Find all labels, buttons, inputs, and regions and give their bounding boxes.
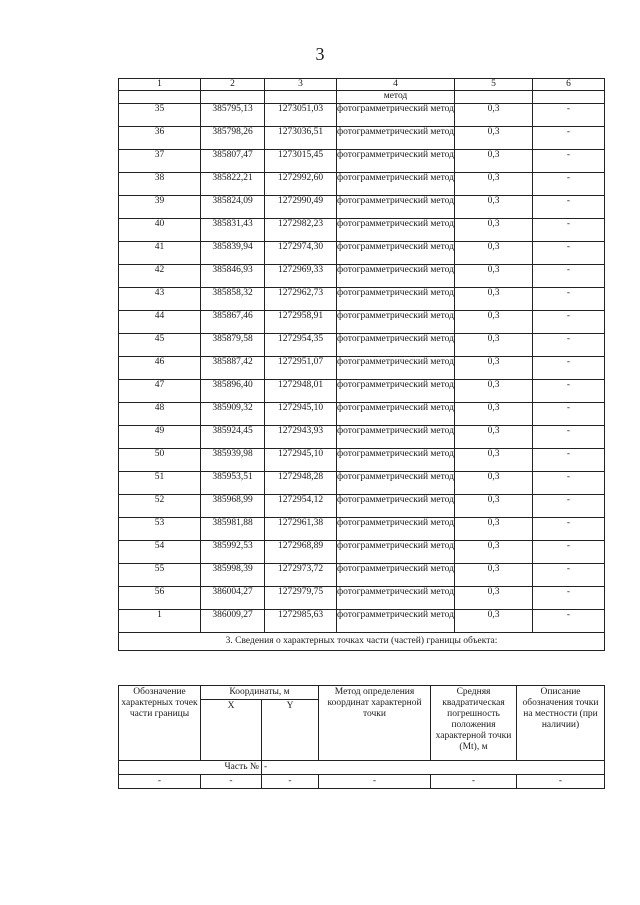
description-cell: - <box>533 173 605 196</box>
mt-cell: 0,3 <box>455 403 533 426</box>
method-cell: фотограмметрический метод <box>337 265 455 288</box>
point-row <box>119 564 605 587</box>
point-row <box>119 288 605 311</box>
column-number: 1 <box>119 79 201 91</box>
x-coordinate: 385939,98 <box>201 449 265 472</box>
x-coordinate: 385831,43 <box>201 219 265 242</box>
y-coordinate: 1272948,28 <box>265 472 337 495</box>
x-coordinate: 385822,21 <box>201 173 265 196</box>
x-coordinate: 385981,88 <box>201 518 265 541</box>
method-cell: фотограмметрический метод <box>337 288 455 311</box>
mt-cell: 0,3 <box>455 127 533 150</box>
method-cell: фотограмметрический метод <box>337 449 455 472</box>
method-cell: фотограмметрический метод <box>337 173 455 196</box>
method-cell: фотограмметрический метод <box>337 587 455 610</box>
method-cell: фотограмметрический метод <box>337 472 455 495</box>
section-title-row <box>119 633 605 651</box>
point-row <box>119 403 605 426</box>
y-coordinate: 1272951,07 <box>265 357 337 380</box>
mt-cell: 0,3 <box>455 541 533 564</box>
point-row <box>119 334 605 357</box>
description-cell: - <box>533 196 605 219</box>
description-cell: - <box>533 610 605 633</box>
y-coordinate: 1272968,89 <box>265 541 337 564</box>
description-cell: - <box>533 334 605 357</box>
point-number: 37 <box>119 150 201 173</box>
point-row <box>119 449 605 472</box>
description-cell: - <box>533 242 605 265</box>
x-coordinate: 385846,93 <box>201 265 265 288</box>
point-number: 52 <box>119 495 201 518</box>
x-coordinate: 385896,40 <box>201 380 265 403</box>
section-3-title: 3. Сведения о характерных точках части (частей) границы объекта: <box>119 633 605 651</box>
description-cell: - <box>533 219 605 242</box>
mt-cell: 0,3 <box>455 426 533 449</box>
point-number: 56 <box>119 587 201 610</box>
mt-cell: 0,3 <box>455 288 533 311</box>
point-row <box>119 265 605 288</box>
method-cell: фотограмметрический метод <box>337 219 455 242</box>
point-row <box>119 150 605 173</box>
dash-cell: - <box>119 775 201 789</box>
carry-over-row <box>119 91 605 104</box>
point-row <box>119 311 605 334</box>
method-cell: фотограмметрический метод <box>337 610 455 633</box>
method-cell: фотограмметрический метод <box>337 334 455 357</box>
part-value: - <box>262 761 605 775</box>
method-cell: фотограмметрический метод <box>337 196 455 219</box>
x-coordinate: 385879,58 <box>201 334 265 357</box>
mt-cell: 0,3 <box>455 311 533 334</box>
point-row <box>119 541 605 564</box>
point-number: 1 <box>119 610 201 633</box>
y-coordinate: 1272962,73 <box>265 288 337 311</box>
method-cell: фотограмметрический метод <box>337 541 455 564</box>
point-row <box>119 242 605 265</box>
point-number: 45 <box>119 334 201 357</box>
description-cell: - <box>533 449 605 472</box>
y-coordinate: 1272961,38 <box>265 518 337 541</box>
y-coordinate: 1272943,93 <box>265 426 337 449</box>
point-number: 49 <box>119 426 201 449</box>
mt-cell: 0,3 <box>455 610 533 633</box>
y-coordinate: 1272979,75 <box>265 587 337 610</box>
y-coordinate: 1273015,45 <box>265 150 337 173</box>
method-cell: фотограмметрический метод <box>337 403 455 426</box>
point-number: 53 <box>119 518 201 541</box>
description-cell: - <box>533 127 605 150</box>
y-coordinate: 1272974,30 <box>265 242 337 265</box>
description-cell: - <box>533 564 605 587</box>
point-row <box>119 495 605 518</box>
y-coordinate: 1273036,51 <box>265 127 337 150</box>
description-cell: - <box>533 587 605 610</box>
x-coordinate: 385998,39 <box>201 564 265 587</box>
header-x: X <box>201 700 262 761</box>
y-coordinate: 1272973,72 <box>265 564 337 587</box>
mt-cell: 0,3 <box>455 219 533 242</box>
point-row <box>119 173 605 196</box>
description-cell: - <box>533 265 605 288</box>
y-coordinate: 1272982,23 <box>265 219 337 242</box>
coordinates-table <box>118 78 605 651</box>
description-cell: - <box>533 403 605 426</box>
mt-cell: 0,3 <box>455 495 533 518</box>
mt-cell: 0,3 <box>455 173 533 196</box>
dash-cell: - <box>201 775 262 789</box>
point-number: 38 <box>119 173 201 196</box>
column-number: 5 <box>455 79 533 91</box>
y-coordinate: 1272990,49 <box>265 196 337 219</box>
x-coordinate: 385858,32 <box>201 288 265 311</box>
point-row <box>119 518 605 541</box>
mt-cell: 0,3 <box>455 334 533 357</box>
mt-cell: 0,3 <box>455 449 533 472</box>
description-cell: - <box>533 495 605 518</box>
part-row <box>119 761 605 775</box>
method-cell: фотограмметрический метод <box>337 518 455 541</box>
point-number: 35 <box>119 104 201 127</box>
column-number: 3 <box>265 79 337 91</box>
x-coordinate: 385867,46 <box>201 311 265 334</box>
point-number: 54 <box>119 541 201 564</box>
point-number: 55 <box>119 564 201 587</box>
y-coordinate: 1273051,03 <box>265 104 337 127</box>
column-number-row <box>119 79 605 91</box>
description-cell: - <box>533 104 605 127</box>
point-number: 48 <box>119 403 201 426</box>
mt-cell: 0,3 <box>455 587 533 610</box>
part-label: Часть № <box>119 761 262 775</box>
method-cell: фотограмметрический метод <box>337 357 455 380</box>
x-coordinate: 385839,94 <box>201 242 265 265</box>
y-coordinate: 1272985,63 <box>265 610 337 633</box>
y-coordinate: 1272945,10 <box>265 403 337 426</box>
point-row <box>119 127 605 150</box>
description-cell: - <box>533 426 605 449</box>
point-number: 51 <box>119 472 201 495</box>
point-number: 41 <box>119 242 201 265</box>
y-coordinate: 1272969,33 <box>265 265 337 288</box>
header-mt: Средняя квадратическая погрешность положения характерной точки (Mt), м <box>431 686 517 761</box>
y-coordinate: 1272945,10 <box>265 449 337 472</box>
header-y: Y <box>262 700 319 761</box>
y-coordinate: 1272954,35 <box>265 334 337 357</box>
mt-cell: 0,3 <box>455 104 533 127</box>
point-row <box>119 587 605 610</box>
dash-cell: - <box>319 775 431 789</box>
x-coordinate: 385824,09 <box>201 196 265 219</box>
header-method: Метод определения координат характерной точки <box>319 686 431 761</box>
method-cell: фотограмметрический метод <box>337 426 455 449</box>
carry-method-cell: метод <box>337 91 455 104</box>
page-number: 3 <box>315 44 325 64</box>
method-cell: фотограмметрический метод <box>337 127 455 150</box>
description-cell: - <box>533 311 605 334</box>
description-cell: - <box>533 357 605 380</box>
mt-cell: 0,3 <box>455 196 533 219</box>
part-points-table <box>118 685 605 789</box>
x-coordinate: 386004,27 <box>201 587 265 610</box>
mt-cell: 0,3 <box>455 357 533 380</box>
point-row <box>119 219 605 242</box>
empty-point-row <box>119 775 605 789</box>
point-number: 46 <box>119 357 201 380</box>
point-row <box>119 426 605 449</box>
point-number: 42 <box>119 265 201 288</box>
method-cell: фотограмметрический метод <box>337 311 455 334</box>
point-number: 47 <box>119 380 201 403</box>
mt-cell: 0,3 <box>455 150 533 173</box>
column-number: 4 <box>337 79 455 91</box>
point-number: 50 <box>119 449 201 472</box>
column-number: 6 <box>533 79 605 91</box>
mt-cell: 0,3 <box>455 518 533 541</box>
x-coordinate: 385887,42 <box>201 357 265 380</box>
method-cell: фотограмметрический метод <box>337 564 455 587</box>
y-coordinate: 1272958,91 <box>265 311 337 334</box>
x-coordinate: 386009,27 <box>201 610 265 633</box>
point-row <box>119 357 605 380</box>
x-coordinate: 385992,53 <box>201 541 265 564</box>
mt-cell: 0,3 <box>455 265 533 288</box>
method-cell: фотограмметрический метод <box>337 242 455 265</box>
dash-cell: - <box>517 775 605 789</box>
x-coordinate: 385795,13 <box>201 104 265 127</box>
point-number: 39 <box>119 196 201 219</box>
header-designation: Обозначение характерных точек части границы <box>119 686 201 761</box>
x-coordinate: 385924,45 <box>201 426 265 449</box>
dash-cell: - <box>262 775 319 789</box>
description-cell: - <box>533 541 605 564</box>
method-cell: фотограмметрический метод <box>337 150 455 173</box>
method-cell: фотограмметрический метод <box>337 495 455 518</box>
column-number: 2 <box>201 79 265 91</box>
mt-cell: 0,3 <box>455 472 533 495</box>
point-number: 43 <box>119 288 201 311</box>
dash-cell: - <box>431 775 517 789</box>
x-coordinate: 385968,99 <box>201 495 265 518</box>
point-row <box>119 104 605 127</box>
x-coordinate: 385909,32 <box>201 403 265 426</box>
point-row <box>119 610 605 633</box>
method-cell: фотограмметрический метод <box>337 380 455 403</box>
description-cell: - <box>533 288 605 311</box>
x-coordinate: 385798,26 <box>201 127 265 150</box>
description-cell: - <box>533 380 605 403</box>
point-row <box>119 472 605 495</box>
description-cell: - <box>533 518 605 541</box>
y-coordinate: 1272992,60 <box>265 173 337 196</box>
header-description: Описание обозначения точки на местности (при наличии) <box>517 686 605 761</box>
mt-cell: 0,3 <box>455 380 533 403</box>
header-coordinates: Координаты, м <box>201 686 319 700</box>
description-cell: - <box>533 472 605 495</box>
y-coordinate: 1272948,01 <box>265 380 337 403</box>
point-number: 44 <box>119 311 201 334</box>
mt-cell: 0,3 <box>455 242 533 265</box>
point-number: 36 <box>119 127 201 150</box>
point-row <box>119 380 605 403</box>
method-cell: фотограмметрический метод <box>337 104 455 127</box>
y-coordinate: 1272954,12 <box>265 495 337 518</box>
point-number: 40 <box>119 219 201 242</box>
mt-cell: 0,3 <box>455 564 533 587</box>
point-row <box>119 196 605 219</box>
description-cell: - <box>533 150 605 173</box>
x-coordinate: 385807,47 <box>201 150 265 173</box>
x-coordinate: 385953,51 <box>201 472 265 495</box>
